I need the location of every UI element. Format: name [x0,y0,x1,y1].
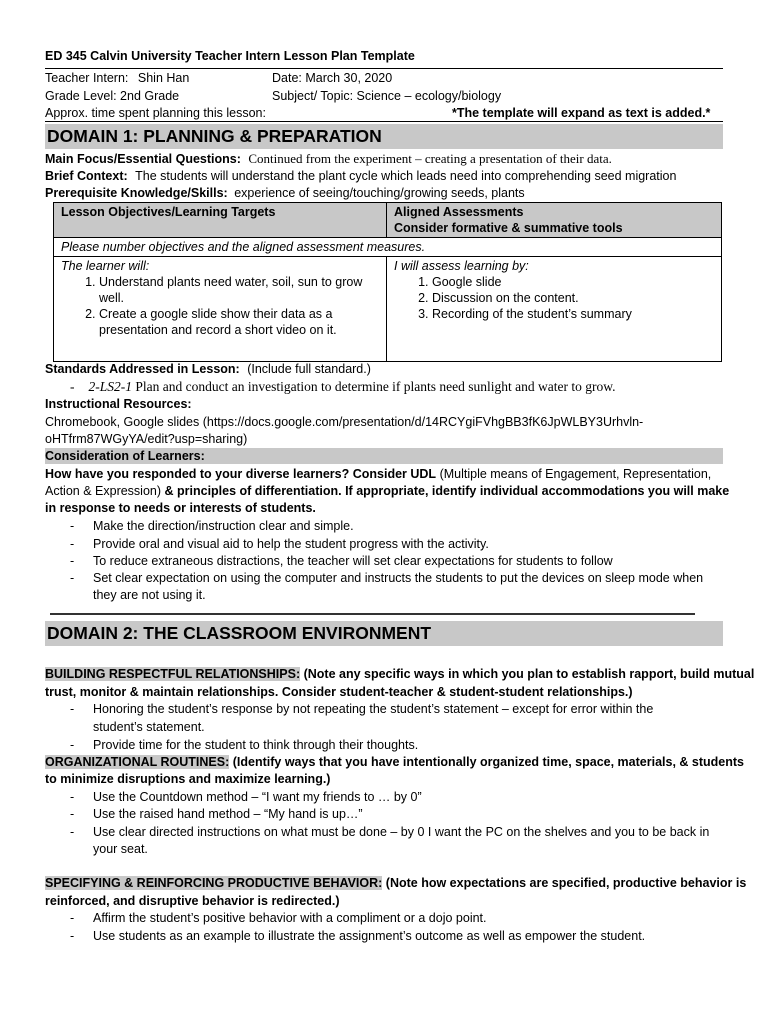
routines-q1: (Identify ways that you have intentionally organized time, space, materials, & students [232,755,744,769]
assessments-header-title: Aligned Assessments [394,205,524,219]
objectives-cell [54,257,387,362]
assessment-item: 1. Google slide [432,274,714,290]
domain2-heading: DOMAIN 2: THE CLASSROOM ENVIRONMENT [45,621,723,646]
assessments-header-sub: Consider formative & summative tools [394,221,623,235]
grade-level: Grade Level: 2nd Grade [45,89,180,103]
objectives-list [61,274,379,338]
list-item: - Set clear expectation on using the computer and instructs the students to put the devices on sleep mode when [45,570,723,586]
assessments-list [394,274,714,322]
objective-item: 2. Create a google slide show their data as a presentation and record a short video on it. [99,306,379,338]
brief-context-label: Brief Context: [45,169,128,183]
behavior-bullet: Affirm the student’s positive behavior with a compliment or a dojo point. [93,911,487,925]
learner-bullet: Set clear expectation on using the computer and instructs the students to put the devices on sleep mode when [93,571,704,585]
assessment-item: 3. Recording of the student’s summary [432,306,714,322]
teacher-intern-row [45,70,189,86]
list-item-continued [45,841,723,857]
learner-bullet: they are not using it. [93,588,206,602]
learners-q-1b: (Multiple means of Engagement, Representation, [439,467,712,481]
list-item: - Use students as an example to illustrate the assignment’s outcome as well as empower the student. [45,928,723,944]
brief-context-value: The students will understand the plant cycle which leads need into comprehending seed migration [135,169,677,183]
relationships-q1: (Note any specific ways in which you plan to establish rapport, build mutual [303,667,755,681]
teacher-name: Shin Han [137,71,190,85]
list-item-continued [45,587,723,603]
resources-line-1: Chromebook, Google slides (https://docs.google.com/presentation/d/14RCYgiFVhgBB3fK6JpWLBY3Urhvln- [45,415,644,429]
routine-bullet: Use the raised hand method – “My hand is up…” [93,807,363,821]
learner-bullet: To reduce extraneous distractions, the teacher will set clear expectations for students to follow [93,554,613,568]
learner-bullet: Make the direction/instruction clear and simple. [93,519,354,533]
learner-will-label: The learner will: [61,259,150,273]
brief-context [45,168,676,184]
behavior-bullet: Use students as an example to illustrate the assignment’s outcome as well as empower the student. [93,929,646,943]
list-item: - Use the raised hand method – “My hand is up…” [45,806,723,822]
list-item: - Provide oral and visual aid to help the student progress with the activity. [45,536,723,552]
objectives-header: Lesson Objectives/Learning Targets [54,203,387,238]
behavior-row [45,875,746,891]
resources-line-2: oHTfrm87WGyYA/edit?usp=sharing) [45,432,248,446]
learner-bullet: Provide oral and visual aid to help the student progress with the activity. [93,537,489,551]
subject-topic: Subject/ Topic: Science – ecology/biology [272,89,502,103]
expand-note: *The template will expand as text is added.* [452,106,711,120]
teacher-label: Teacher Intern: [45,71,129,85]
prerequisite-label: Prerequisite Knowledge/Skills: [45,186,228,200]
list-item-continued [45,719,723,735]
routine-bullet: Use clear directed instructions on what must be done – by 0 I want the PC on the shelves and you to be back in [93,825,710,839]
learners-q-line3: in response to needs or interests of students. [45,501,316,515]
list-item: - Provide time for the student to think through their thoughts. [45,737,723,753]
assessment-item: 2. Discussion on the content. [432,290,714,306]
standard-dash: - [70,379,75,394]
learners-q-line2 [45,483,729,499]
date: Date: March 30, 2020 [272,71,393,85]
domain1-heading: DOMAIN 1: PLANNING & PREPARATION [45,124,723,149]
time-spent: Approx. time spent planning this lesson: [45,106,266,120]
standard-text: Plan and conduct an investigation to determine if plants need sunlight and water to grow. [135,379,616,394]
section-divider [50,613,695,615]
resources-label: Instructional Resources: [45,397,192,411]
standards-note: (Include full standard.) [247,362,371,376]
objectives-table [53,202,722,362]
assess-label: I will assess learning by: [394,259,529,273]
learners-q-2b: & principles of differentiation. If appropriate, identify individual accommodations you will make [164,484,730,498]
list-item: - To reduce extraneous distractions, the teacher will set clear expectations for students to follow [45,553,723,569]
behavior-q1: (Note how expectations are specified, productive behavior is [385,876,747,890]
standard-line [70,379,616,395]
header-rule [45,68,723,69]
main-focus-label: Main Focus/Essential Questions: [45,152,241,166]
prerequisite-value: experience of seeing/touching/growing seeds, plants [234,186,525,200]
learners-label: Consideration of Learners: [45,448,723,464]
routine-bullet: Use the Countdown method – “I want my friends to … by 0” [93,790,422,804]
behavior-label: SPECIFYING & REINFORCING PRODUCTIVE BEHAVIOR: [45,876,383,890]
prerequisite [45,185,525,201]
routines-label: ORGANIZATIONAL ROUTINES: [45,755,230,769]
document-title: ED 345 Calvin University Teacher Intern Lesson Plan Template [45,49,415,63]
main-focus [45,151,612,167]
relationships-q2: trust, monitor & maintain relationships. Consider student-teacher & student-student relationships.) [45,685,633,699]
relationships-row [45,666,754,682]
relationship-bullet: Provide time for the student to think through their thoughts. [93,738,419,752]
list-item: - Use clear directed instructions on what must be done – by 0 I want the PC on the shelves and you to be back in [45,824,723,840]
relationships-label: BUILDING RESPECTFUL RELATIONSHIPS: [45,667,301,681]
objective-item: 1. Understand plants need water, soil, sun to grow well. [99,274,379,306]
behavior-q2: reinforced, and disruptive behavior is redirected.) [45,894,340,908]
learners-q-2a: Action & Expression) [45,484,162,498]
standards-label: Standards Addressed in Lesson: [45,362,240,376]
routines-row [45,754,744,770]
list-item: - Affirm the student’s positive behavior with a compliment or a dojo point. [45,910,723,926]
relationship-bullet: Honoring the student’s response by not repeating the student’s statement – except for error within the [93,702,654,716]
standards-row [45,361,371,377]
assessments-header [387,203,722,238]
assessments-cell [387,257,722,362]
relationship-bullet: student’s statement. [93,720,205,734]
learners-q-1a: How have you responded to your diverse learners? Consider UDL [45,467,437,481]
standard-code: 2-LS2-1 [88,379,132,394]
learners-q-line1 [45,466,711,482]
table-instruction: Please number objectives and the aligned assessment measures. [54,238,722,257]
routine-bullet: your seat. [93,842,148,856]
routines-q2: to minimize disruptions and maximize learning.) [45,772,331,786]
list-item: - Make the direction/instruction clear and simple. [45,518,723,534]
main-focus-value: Continued from the experiment – creating a presentation of their data. [248,151,612,166]
list-item: - Honoring the student’s response by not repeating the student’s statement – except for error within the [45,701,723,717]
list-item: - Use the Countdown method – “I want my friends to … by 0” [45,789,723,805]
header-rule-bottom [45,121,723,122]
